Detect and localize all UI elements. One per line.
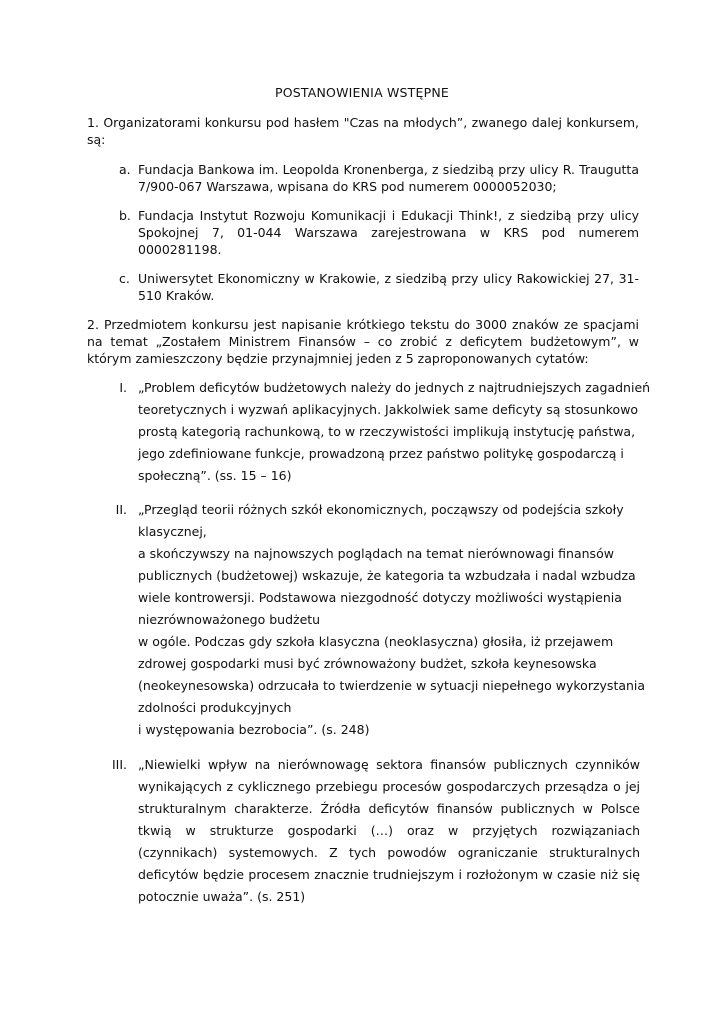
quote-text: „Niewielki wpływ na nierównowagę sektora finansów publicznych czynników wynikających z cyklicznego przebiegu procesów gospodarczych przesądza o jej strukturalnym charakterze. Źródła deficytów finansów publicznych w Polsce tkwią w strukturze gospodarki (…) oraz w przyjętych rozwiązaniach (czynnikach) systemowych. Z tych powodów ograniczanie strukturalnych deficytów będzie procesem znacznie trudniejszym i rozłożonym w czasie niż się potocznie uważa”. (s. 251) (138, 757, 640, 904)
quote-line: zdolności produkcyjnych (138, 700, 292, 715)
quote-line: niezrównoważonego budżetu (138, 612, 321, 627)
quote-marker: I. (119, 380, 127, 395)
list-item-text: Fundacja Instytut Rozwoju Komunikacji i Edukacji Think!, z siedzibą przy ulicy Spokojnej 7, 01-044 Warszawa zarejestrowana w KRS pod numerem 0000281198. (138, 208, 639, 257)
list-marker: c. (119, 271, 130, 286)
list-marker: a. (119, 162, 131, 177)
section-2-intro: 2. Przedmiotem konkursu jest napisanie krótkiego tekstu do 3000 znaków ze spacjami na temat „Zostałem Ministrem Finansów – co zrobić z deficytem budżetowym”, w którym zamieszczony będzie przynajmniej jeden z 5 zaproponowanych cytatów: (87, 317, 639, 366)
quote-line: „Problem deficytów budżetowych należy do jednych z najtrudniejszych zagadnień (138, 380, 651, 395)
section-1-intro: 1. Organizatorami konkursu pod hasłem "Czas na młodych”, zwanego dalej konkursem, są: (87, 115, 639, 147)
quote-line: wiele kontrowersji. Podstawowa niezgodność dotyczy możliwości wystąpienia (138, 590, 622, 605)
quote-line: publicznych (budżetowej) wskazuje, że kategoria ta wzbudzała i nadal wzbudza (138, 568, 636, 583)
quote-text (138, 377, 651, 487)
quote-line: społeczną”. (ss. 15 – 16) (138, 468, 292, 483)
list-item-text: Fundacja Bankowa im. Leopolda Kronenberga, z siedzibą przy ulicy R. Traugutta 7/900-067 Warszawa, wpisana do KRS pod numerem 0000052030; (138, 162, 639, 194)
quote-marker: II. (115, 502, 127, 517)
list-item-text: Uniwersytet Ekonomiczny w Krakowie, z siedzibą przy ulicy Rakowickiej 27, 31-510 Kraków. (138, 271, 639, 303)
quote-line: „Przegląd teorii różnych szkół ekonomicznych, począwszy od podejścia szkoły (138, 502, 624, 517)
quote-marker: III. (111, 757, 127, 772)
quote-line: i występowania bezrobocia”. (s. 248) (138, 722, 370, 737)
quote-text (138, 499, 646, 741)
quote-line: klasycznej, (138, 524, 207, 539)
quote-line: (neokeynesowska) odrzucała to twierdzenie w sytuacji niepełnego wykorzystania (138, 678, 646, 693)
list-marker: b. (119, 208, 131, 223)
quote-line: teoretycznych i wyzwań aplikacyjnych. Jakkolwiek same deficyty są stosunkowo (138, 402, 639, 417)
page-title: POSTANOWIENIA WSTĘPNE (274, 85, 450, 100)
quote-line: jego zdefiniowane funkcje, prowadzoną przez państwo politykę gospodarczą i (138, 446, 624, 461)
quote-line: zdrowej gospodarki musi być zrównoważony budżet, szkoła keynesowska (138, 656, 597, 671)
quote-line: prostą kategorią rachunkową, to w rzeczywistości implikują instytucję państwa, (138, 424, 636, 439)
quote-line: w ogóle. Podczas gdy szkoła klasyczna (neoklasyczna) głosiła, iż przejawem (138, 634, 614, 649)
quote-line: a skończywszy na najnowszych poglądach na temat nierównowagi finansów (138, 546, 614, 561)
